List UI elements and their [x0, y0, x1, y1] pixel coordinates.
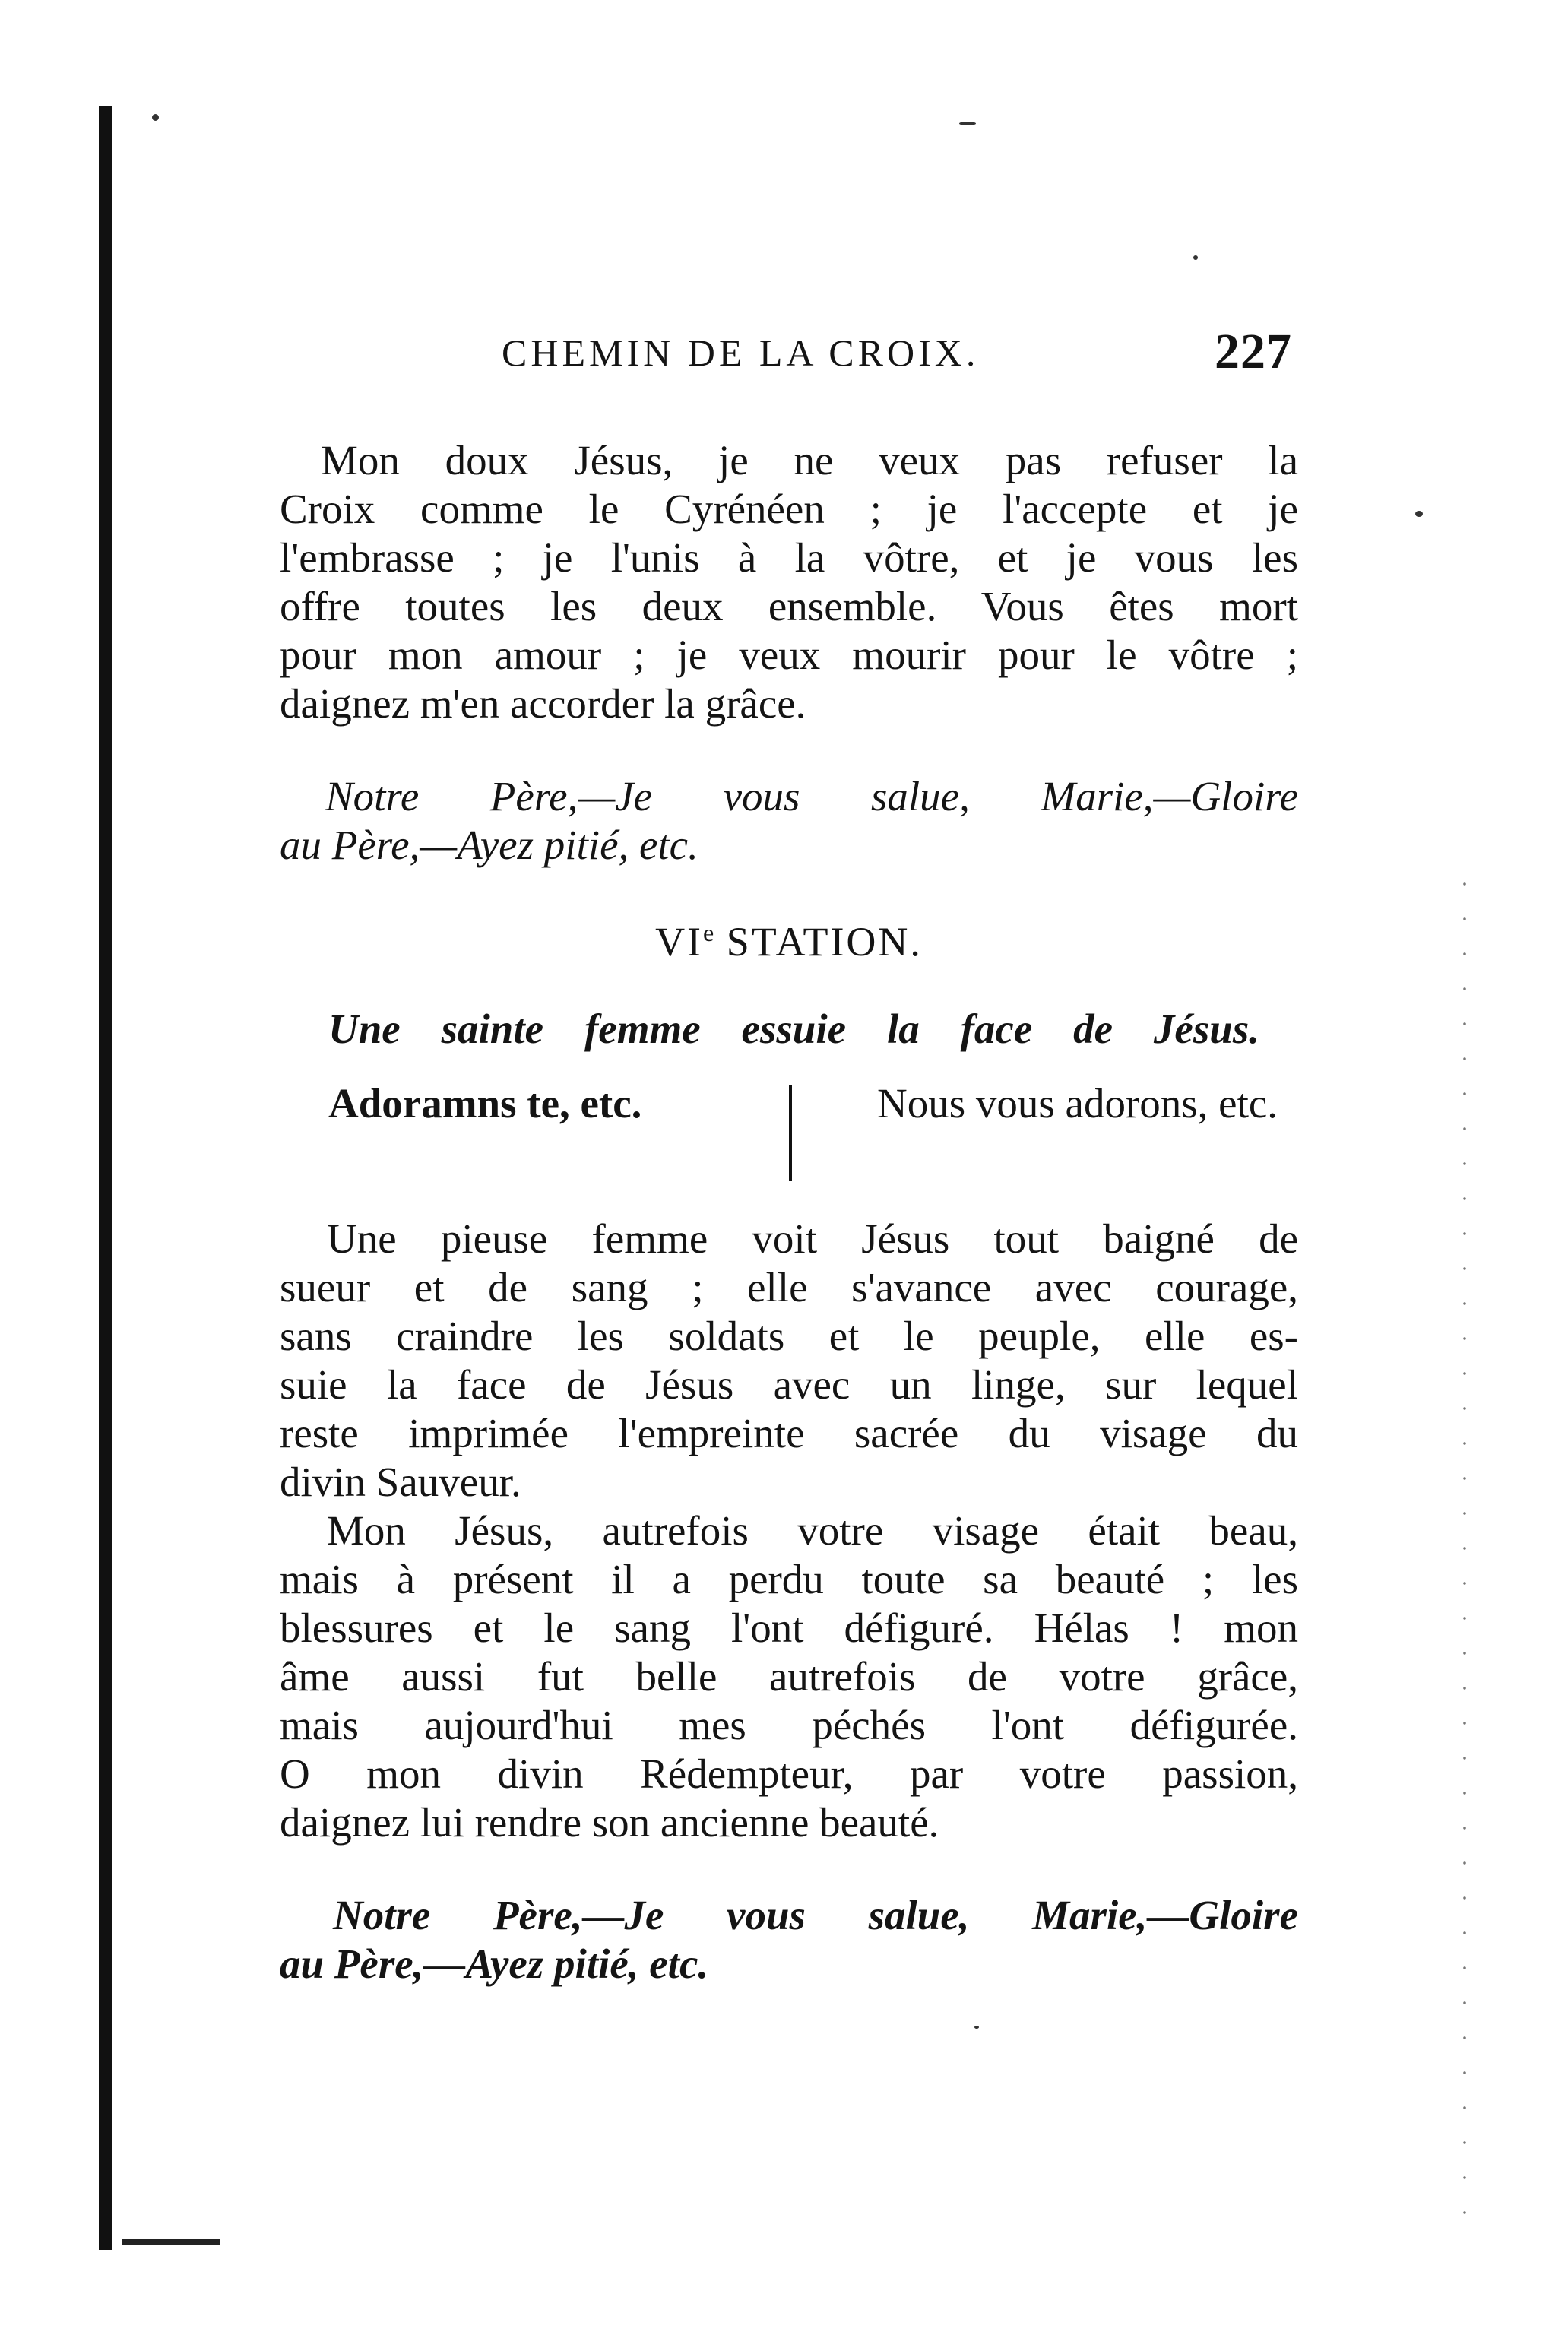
text-line: l'embrasse ; je l'unis à la vôtre, et je vous les [280, 534, 1298, 581]
text-line: reste imprimée l'empreinte sacrée du visage du [280, 1410, 1298, 1456]
text-line: au Père,—Ayez pitié, etc. [280, 1941, 709, 1987]
text-line: sans craindre les soldats et le peuple, elle es- [280, 1313, 1298, 1359]
text-line: divin Sauveur. [280, 1459, 521, 1505]
speck [1415, 511, 1423, 517]
text-line: Une pieuse femme voit Jésus tout baigné de [327, 1215, 1298, 1262]
speck [959, 122, 976, 125]
versicle-divider [789, 1085, 792, 1181]
text-line: daignez lui rendre son ancienne beauté. [280, 1799, 939, 1846]
rubric-1 [280, 772, 1298, 870]
station-word: STATION. [714, 919, 923, 965]
text-line: Mon doux Jésus, je ne veux pas refuser la [321, 437, 1298, 483]
text-line: âme aussi fut belle autrefois de votre grâce, [280, 1653, 1298, 1700]
text-line: suie la face de Jésus avec un linge, sur lequel [280, 1361, 1298, 1408]
station-ordinal: e [703, 919, 714, 946]
text-line: daignez m'en accorder la grâce. [280, 680, 806, 727]
binding-edge [99, 106, 112, 2250]
text-line: blessures et le sang l'ont défiguré. Hélas ! mon [280, 1605, 1298, 1651]
speck [152, 114, 159, 121]
text-line: Croix comme le Cyrénéen ; je l'accepte et je [280, 486, 1298, 532]
speck [1193, 255, 1198, 260]
station-numeral: VI [655, 919, 704, 965]
text-line: sueur et de sang ; elle s'avance avec courage, [280, 1264, 1298, 1310]
text-line: mais à présent il a perdu toute sa beauté ; les [280, 1556, 1298, 1602]
text-line: Notre Père,—Je vous salue, Marie,—Gloire [325, 773, 1298, 819]
binding-edge-foot [122, 2239, 220, 2245]
text-line: pour mon amour ; je veux mourir pour le vôtre ; [280, 632, 1298, 678]
page-number: 227 [1215, 324, 1292, 379]
margin-specks [1463, 867, 1466, 2235]
prayer-paragraph-1 [280, 436, 1298, 728]
text-line: au Père,—Ayez pitié, etc. [280, 822, 698, 868]
text-line: Notre Père,—Je vous salue, Marie,—Gloire [333, 1892, 1298, 1938]
rubric-2 [280, 1891, 1298, 1988]
text-line: O mon divin Rédempteur, par votre passion, [280, 1751, 1298, 1797]
station-subtitle: Une sainte femme essuie la face de Jésus. [328, 1006, 1259, 1052]
versicle-french: Nous vous adorons, etc. [877, 1080, 1278, 1126]
speck [974, 2026, 979, 2029]
running-header [502, 323, 1292, 391]
running-title: CHEMIN DE LA CROIX. [502, 331, 980, 374]
text-line: mais aujourd'hui mes péchés l'ont défigurée. [280, 1702, 1298, 1748]
versicle-latin: Adoramns te, etc. [328, 1080, 642, 1126]
station-title [280, 918, 1298, 965]
text-line: offre toutes les deux ensemble. Vous êtes mort [280, 583, 1298, 629]
text-line: Mon Jésus, autrefois votre visage était beau, [327, 1507, 1298, 1554]
prayer-paragraph-2 [280, 1507, 1298, 1847]
narrative-paragraph [280, 1215, 1298, 1507]
versicle [328, 1079, 1301, 1193]
